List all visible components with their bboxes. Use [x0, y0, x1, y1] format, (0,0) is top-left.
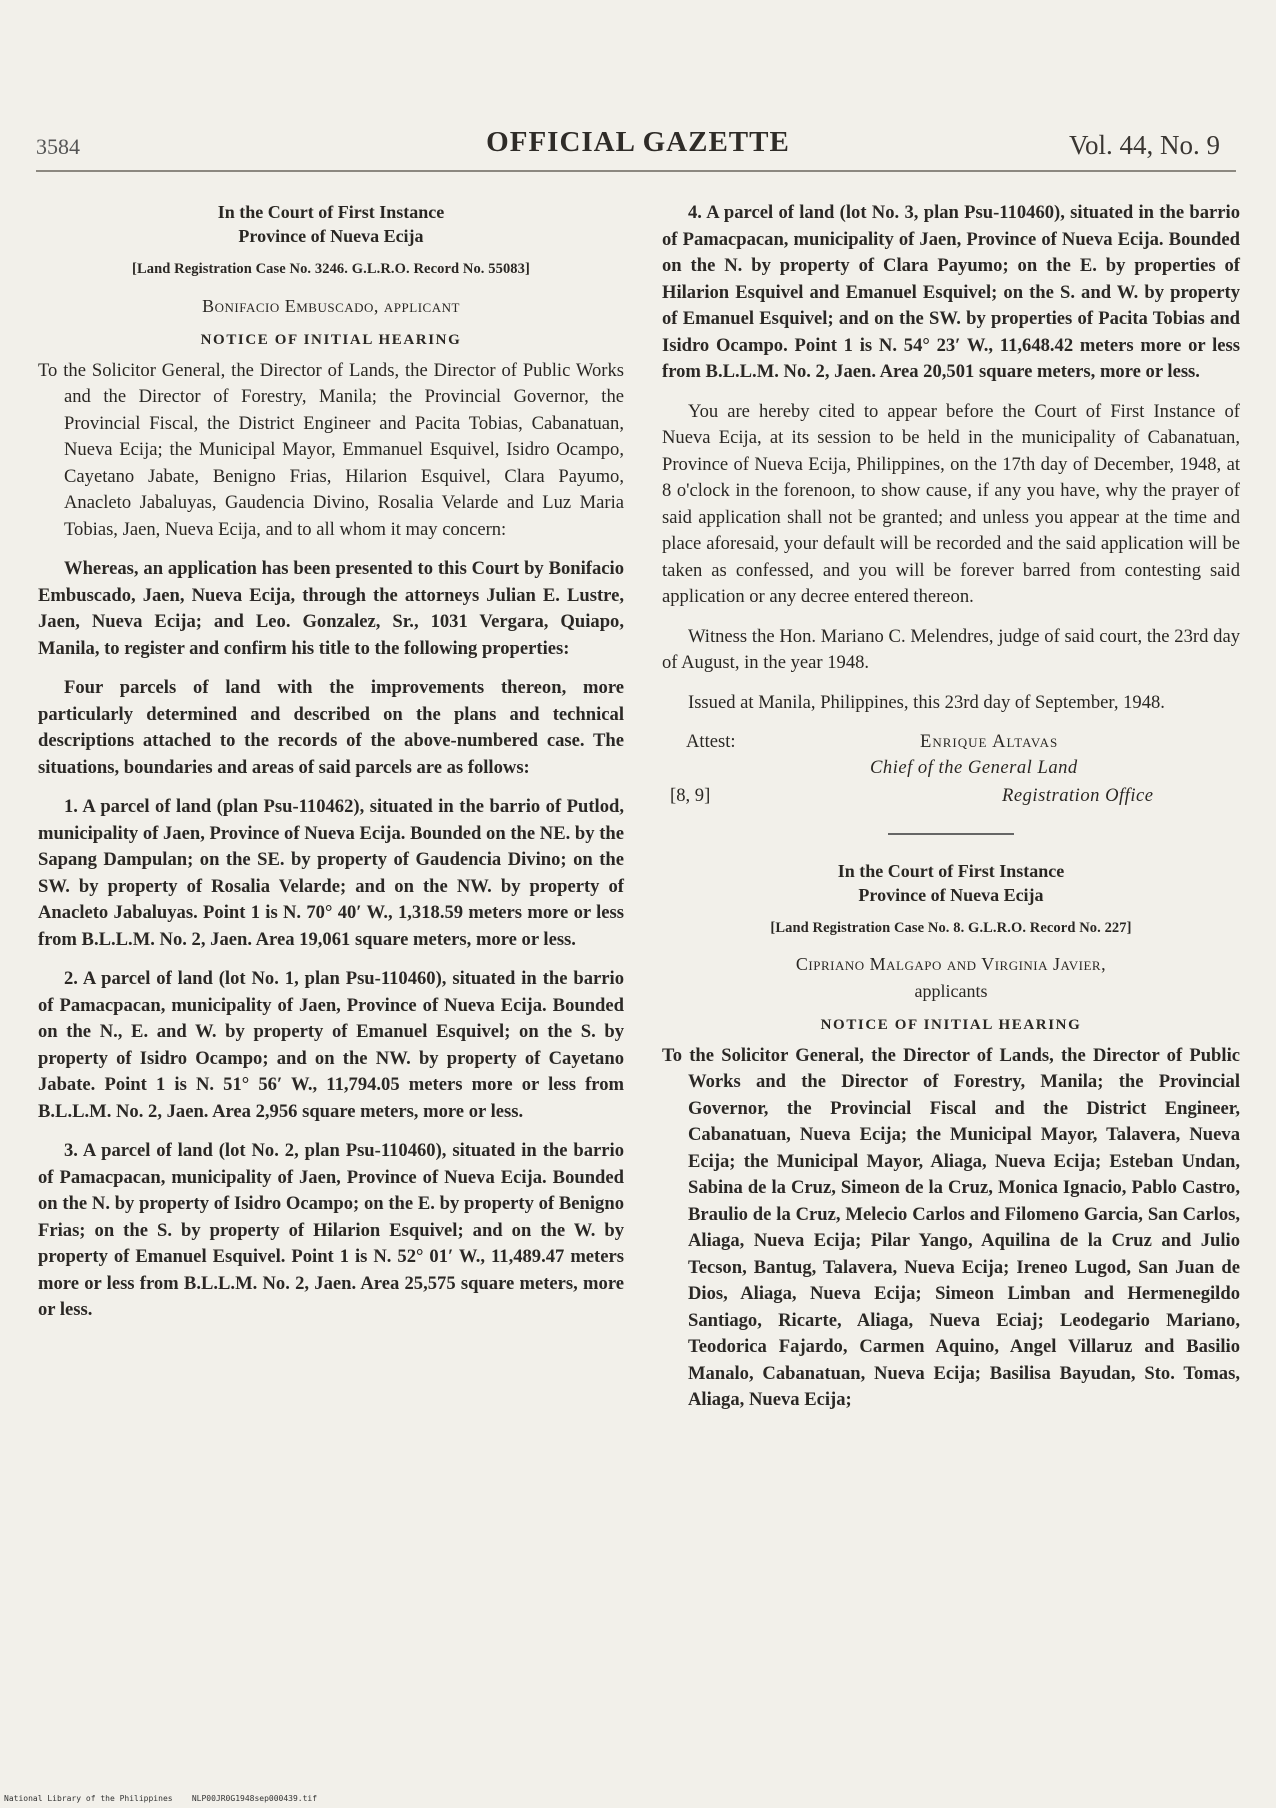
court-title-2: In the Court of First Instance [837, 860, 1065, 881]
notice-heading-2: NOTICE OF INITIAL HEARING [820, 1017, 1082, 1033]
applicants-word: applicants [914, 980, 988, 1001]
page-number: 3584 [36, 134, 80, 159]
volume-number: Vol. 44, No. 9 [1068, 130, 1220, 160]
citation-paragraph: You are hereby cited to appear before the Court of First Instance of Nueva Ecija, at its session to be held in the municipality of Cabanatuan, Province of Nueva Ecija, Philippines, on the 17th day of December, 1948, at 8 o'clock in the forenoon, to show cause, if any you have, why the prayer of said application shall not be granted; and unless you appear at the time and place aforesaid, your default will be recorded and the said application will be taken as confessed, and you will be forever barred from contesting said application or any decree entered thereon. [662, 400, 1240, 607]
attest-label: Attest: [686, 731, 736, 752]
parcel-4-paragraph: 4. A parcel of land (lot No. 3, plan Psu-110460), situated in the barrio of Pamacpacan, municipality of Jaen, Province of Nueva Ecija. Bounded on the N. by property of Clara Payumo; on the E. by properties of Hilarion Esquivel and Emanuel Esquivel; on the S. and W. by property of Emanuel Esquivel; and on the SW. by properties of Pacita Tobias and Isidro Ocampo. Point 1 is N. 54° 23′ W., 11,648.42 meters more or less from B.L.L.M. No. 2, Jaen. Area 20,501 square meters, more or less. [662, 202, 1240, 382]
case-line: [Land Registration Case No. 3246. G.L.R.O. Record No. 55083] [132, 261, 530, 277]
parcel-3-paragraph: 3. A parcel of land (lot No. 2, plan Psu-110460), situated in the barrio of Pamacpacan, municipality of Jaen, Province of Nueva Ecija. Bounded on the N. by property of Isidro Ocampo; on the E. by property of Benigno Frias; on the S. by property of Hilarion Esquivel; and on the W. by property of Emanuel Esquivel. Point 1 is N. 52° 01′ W., 11,489.47 meters more or less from B.L.L.M. No. 2, Jaen. Area 25,575 square meters, more or less. [38, 1140, 624, 1320]
scan-footer: National Library of the Philippines NLP00JR0G1948sep000439.tif [4, 1794, 318, 1803]
case-line-2: [Land Registration Case No. 8. G.L.R.O. Record No. 227] [770, 919, 1132, 936]
issue-reference: [8, 9] [670, 785, 711, 806]
section-divider [888, 833, 1014, 835]
left-column [38, 200, 624, 1337]
parcel-1-paragraph: 1. A parcel of land (plan Psu-110462), situated in the barrio of Putlod, municipality of Jaen, Province of Nueva Ecija. Bounded on the NE. by the Sapang Dampulan; on the SE. by property of Gaudencia Divino; on the SW. by property of Rosalia Velarde; and on the NW. by property of Anacleto Jabaluyas. Point 1 is N. 70° 40′ W., 1,318.59 meters more or less from B.L.L.M. No. 2, Jaen. Area 19,061 square meters, more or less. [38, 796, 624, 950]
witness-paragraph: Witness the Hon. Mariano C. Melendres, judge of said court, the 23rd day of August, in the year 1948. [662, 625, 1240, 673]
right-column [662, 200, 1240, 1427]
header-rule [36, 170, 1236, 172]
attest-title-line1: Chief of the General Land [870, 757, 1078, 778]
court-province: Province of Nueva Ecija [238, 226, 424, 246]
addressees-paragraph: To the Solicitor General, the Director of Lands, the Director of Public Works and the Director of Forestry, Manila; the Provincial Governor, the Provincial Fiscal, the District Engineer and Pacita Tobias, Cabanatuan, Nueva Ecija; the Municipal Mayor, Emmanuel Esquivel, Isidro Ocampo, Cayetano Jabate, Benigno Frias, Hilarion Esquivel, Clara Payumo, Anacleto Jabaluyas, Gaudencia Divino, Rosalia Velarde and Luz Maria Tobias, Jaen, Nueva Ecija, and to all whom it may concern: [38, 359, 624, 540]
parcel-2-paragraph: 2. A parcel of land (lot No. 1, plan Psu-110460), situated in the barrio of Pamacpacan, municipality of Jaen, Province of Nueva Ecija. Bounded on the N., E. and W. by property of Emanuel Esquivel; on the S. by property of Isidro Ocampo; and on the NW. by property of Cayetano Jabate. Point 1 is N. 51° 56′ W., 11,794.05 meters more or less from B.L.L.M. No. 2, Jaen. Area 2,956 square meters, more or less. [38, 968, 624, 1122]
issued-paragraph: Issued at Manila, Philippines, this 23rd day of September, 1948. [688, 691, 1165, 713]
whereas-paragraph: Whereas, an application has been presented to this Court by Bonifacio Embuscado, Jaen, Nueva Ecija, through the attorneys Julian E. Lustre, Jaen, Nueva Ecija; and Leo. Gonzalez, Sr., 1031 Vergara, Quiapo, Manila, to register and confirm his title to the following properties: [38, 558, 624, 659]
addressees-paragraph-2: To the Solicitor General, the Director of Lands, the Director of Public Works and the Director of Forestry, Manila; the Provincial Governor, the Provincial Fiscal and the District Engineer, Cabanatuan, Nueva Ecija; the Municipal Mayor, Talavera, Nueva Ecija; the Municipal Mayor, Aliaga, Nueva Ecija; Esteban Undan, Sabina de la Cruz, Simeon de la Cruz, Monica Ignacio, Pablo Castro, Braulio de la Cruz, Melecio Carlos and Filomeno Garcia, San Carlos, Aliaga, Nueva Ecija; Pilar Yango, Aquilina de la Cruz and Julio Tecson, Bantug, Talavera, Nueva Ecija; Ireneo Lugod, San Juan de Dios, Aliaga, Nueva Ecija; Simeon Limban and Hermenegildo Santiago, Ricarte, Aliaga, Nueva Eciaj; Leodegario Mariano, Teodorica Fajardo, Carmen Aquino, Angel Villaruz and Basilio Manalo, Cabanatuan, Nueva Ecija; Basilisa Bayudan, Sto. Tomas, Aliaga, Nueva Ecija; [662, 1044, 1240, 1410]
attest-title-line2: Registration Office [1002, 785, 1154, 806]
applicant-line: Bonifacio Embuscado, applicant [202, 295, 460, 316]
attest-name: Enrique Altavas [920, 731, 1059, 752]
publication-title: OFFICIAL GAZETTE [486, 126, 790, 158]
court-province-2: Province of Nueva Ecija [858, 884, 1044, 905]
applicants-names: Cipriano Malgapo and Virginia Javier, [795, 954, 1107, 974]
attestation-block [662, 729, 1240, 815]
notice-heading: NOTICE OF INITIAL HEARING [200, 332, 462, 348]
parcels-intro-paragraph: Four parcels of land with the improvements thereon, more particularly determined and described on the plans and technical descriptions attached to the records of the above-numbered case. The situations, boundaries and areas of said parcels are as follows: [38, 677, 624, 778]
court-title: In the Court of First Instance [217, 202, 445, 222]
